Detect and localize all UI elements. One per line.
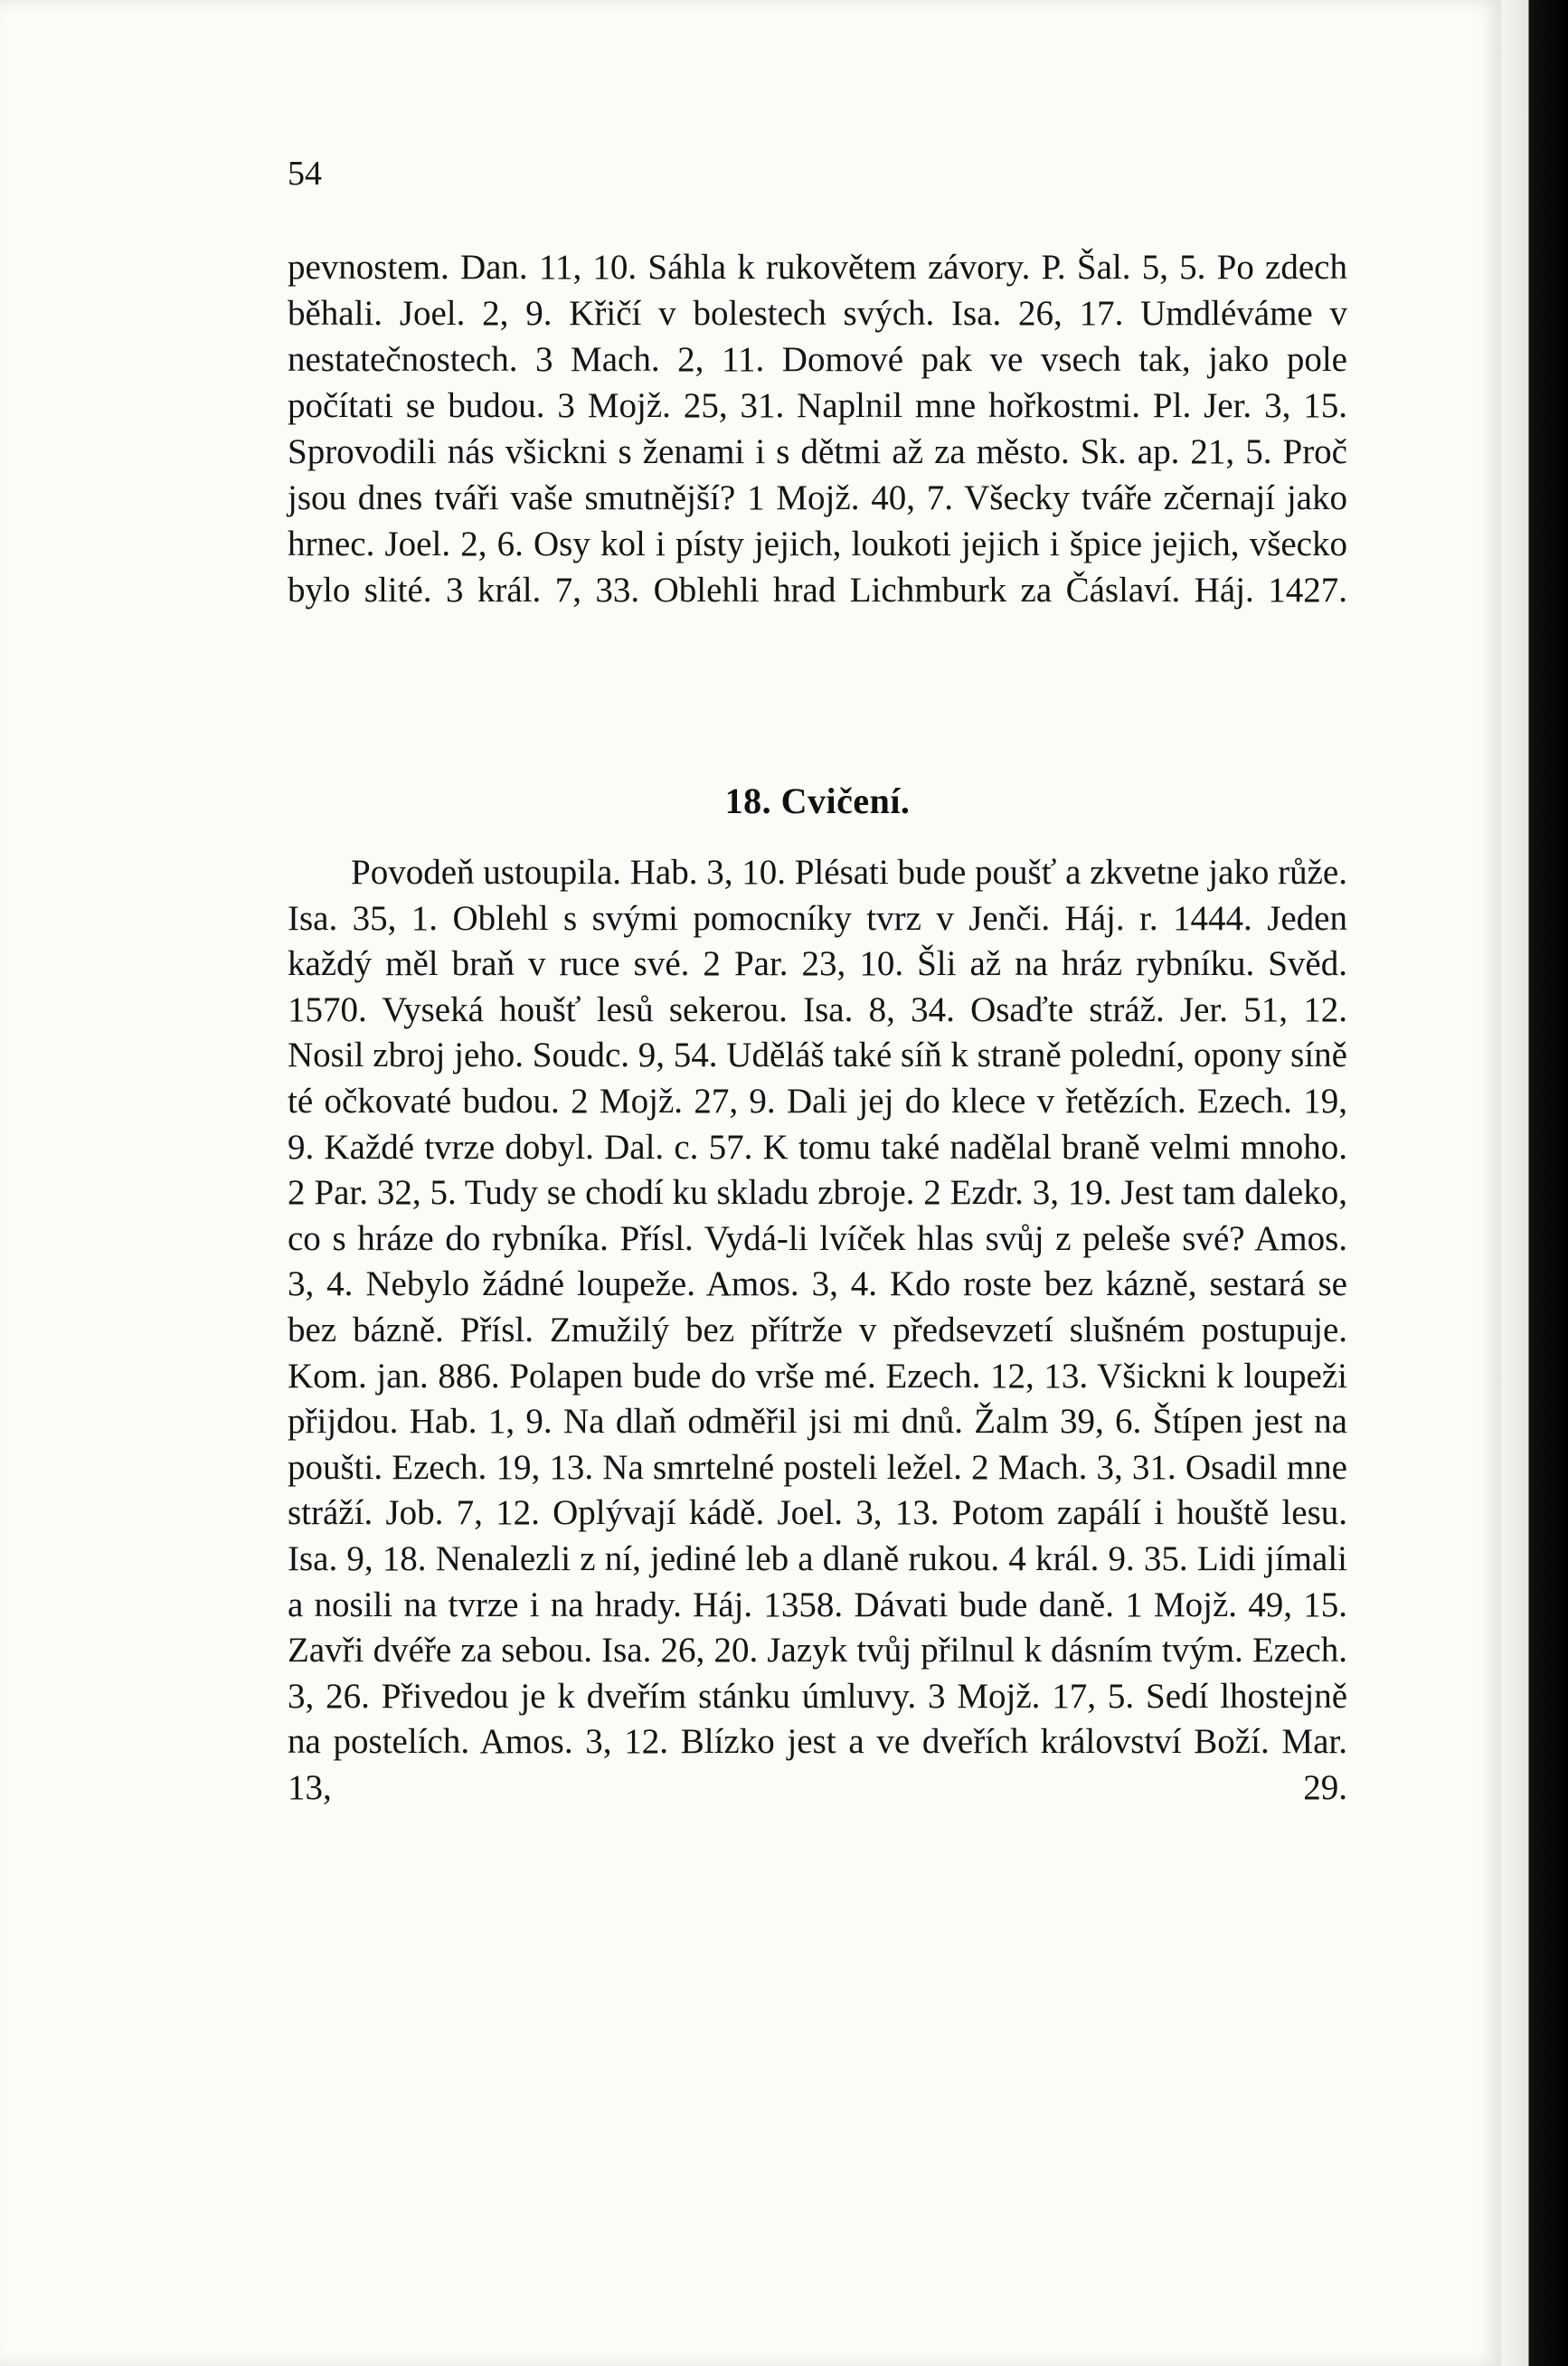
exercise-paragraph bbox=[288, 850, 1347, 1811]
paragraph-text: pevnostem. Dan. 11, 10. Sáhla k rukovětem závory. P. Šal. 5, 5. Po zdech běhali. Joel. 2, 9. Křičí v bolestech svých. Isa. 26, 17. Umdléváme v nestatečnostech. 3 Mach. 2, 11. Domové pak ve vsech tak, jako pole počítati se budou. 3 Mojž. 25, 31. Naplnil mne hořkostmi. Pl. Jer. 3, 15. Sprovodili nás všickni s ženami i s dětmi až za město. Sk. ap. 21, 5. Proč jsou dnes tváři vaše smutnější? 1 Mojž. 40, 7. Všecky tváře zčernají jako hrnec. Joel. 2, 6. Osy kol i písty jejich, loukoti jejich i špice jejich, všecko bylo slité. 3 král. 7, 33. Oblehli hrad Lichmburk za Čáslaví. Háj. 1427. bbox=[288, 248, 1347, 610]
exercise-text: Povodeň ustoupila. Hab. 3, 10. Plésati bude poušť a zkvetne jako růže. Isa. 35, 1. Oblehl s svými pomocníky tvrz v Jenči. Háj. r. 1444. Jeden každý měl braň v ruce své. 2 Par. 23, 10. Šli až na hráz rybníku. Svěd. 1570. Vyseká houšť lesů sekerou. Isa. 8, 34. Osaďte stráž. Jer. 51, 12. Nosil zbroj jeho. Soudc. 9, 54. Uděláš také síň k straně polední, opony síně té očkovaté budou. 2 Mojž. 27, 9. Dali jej do klece v řetězích. Ezech. 19, 9. Každé tvrze dobyl. Dal. c. 57. K tomu také nadělal braně velmi mnoho. 2 Par. 32, 5. Tudy se chodí ku skladu zbroje. 2 Ezdr. 3, 19. Jest tam daleko, co s hráze do rybníka. Přísl. Vydá-li lvíček hlas svůj z peleše své? Amos. 3, 4. Nebylo žádné loupeže. Amos. 3, 4. Kdo roste bez kázně, sestará se bez bázně. Přísl. Zmužilý bez přítrže v předsevzetí slušném postupuje. Kom. jan. 886. Polapen bude do vrše mé. Ezech. 12, 13. Všickni k loupeži přijdou. Hab. 1, 9. Na dlaň odměřil jsi mi dnů. Žalm 39, 6. Štípen jest na poušti. Ezech. 19, 13. Na smrtelné posteli ležel. 2 Mach. 3, 31. Osadil mne stráží. Job. 7, 12. Oplývají kádě. Joel. 3, 13. Potom zapálí i houště lesu. Isa. 9, 18. Nenalezli z ní, jediné leb a dlaně rukou. 4 král. 9. 35. Lidi jímali a nosili na tvrze i na hrady. Háj. 1358. Dávati bude daně. 1 Mojž. 49, 15. Zavři dvéře za sebou. Isa. 26, 20. Jazyk tvůj přilnul k dásním tvým. Ezech. 3, 26. Přivedou je k dveřím stánku úmluvy. 3 Mojž. 17, 5. Sedí lhostejně na postelích. Amos. 3, 12. Blízko jest a ve dveřích království Boží. Mar. 13, 29. bbox=[288, 853, 1347, 1807]
page-number: 54 bbox=[288, 155, 322, 193]
page-edge-shadow bbox=[1501, 0, 1568, 2366]
section-heading: 18. Cvičení. bbox=[724, 781, 911, 821]
paragraph-continued bbox=[288, 244, 1347, 613]
